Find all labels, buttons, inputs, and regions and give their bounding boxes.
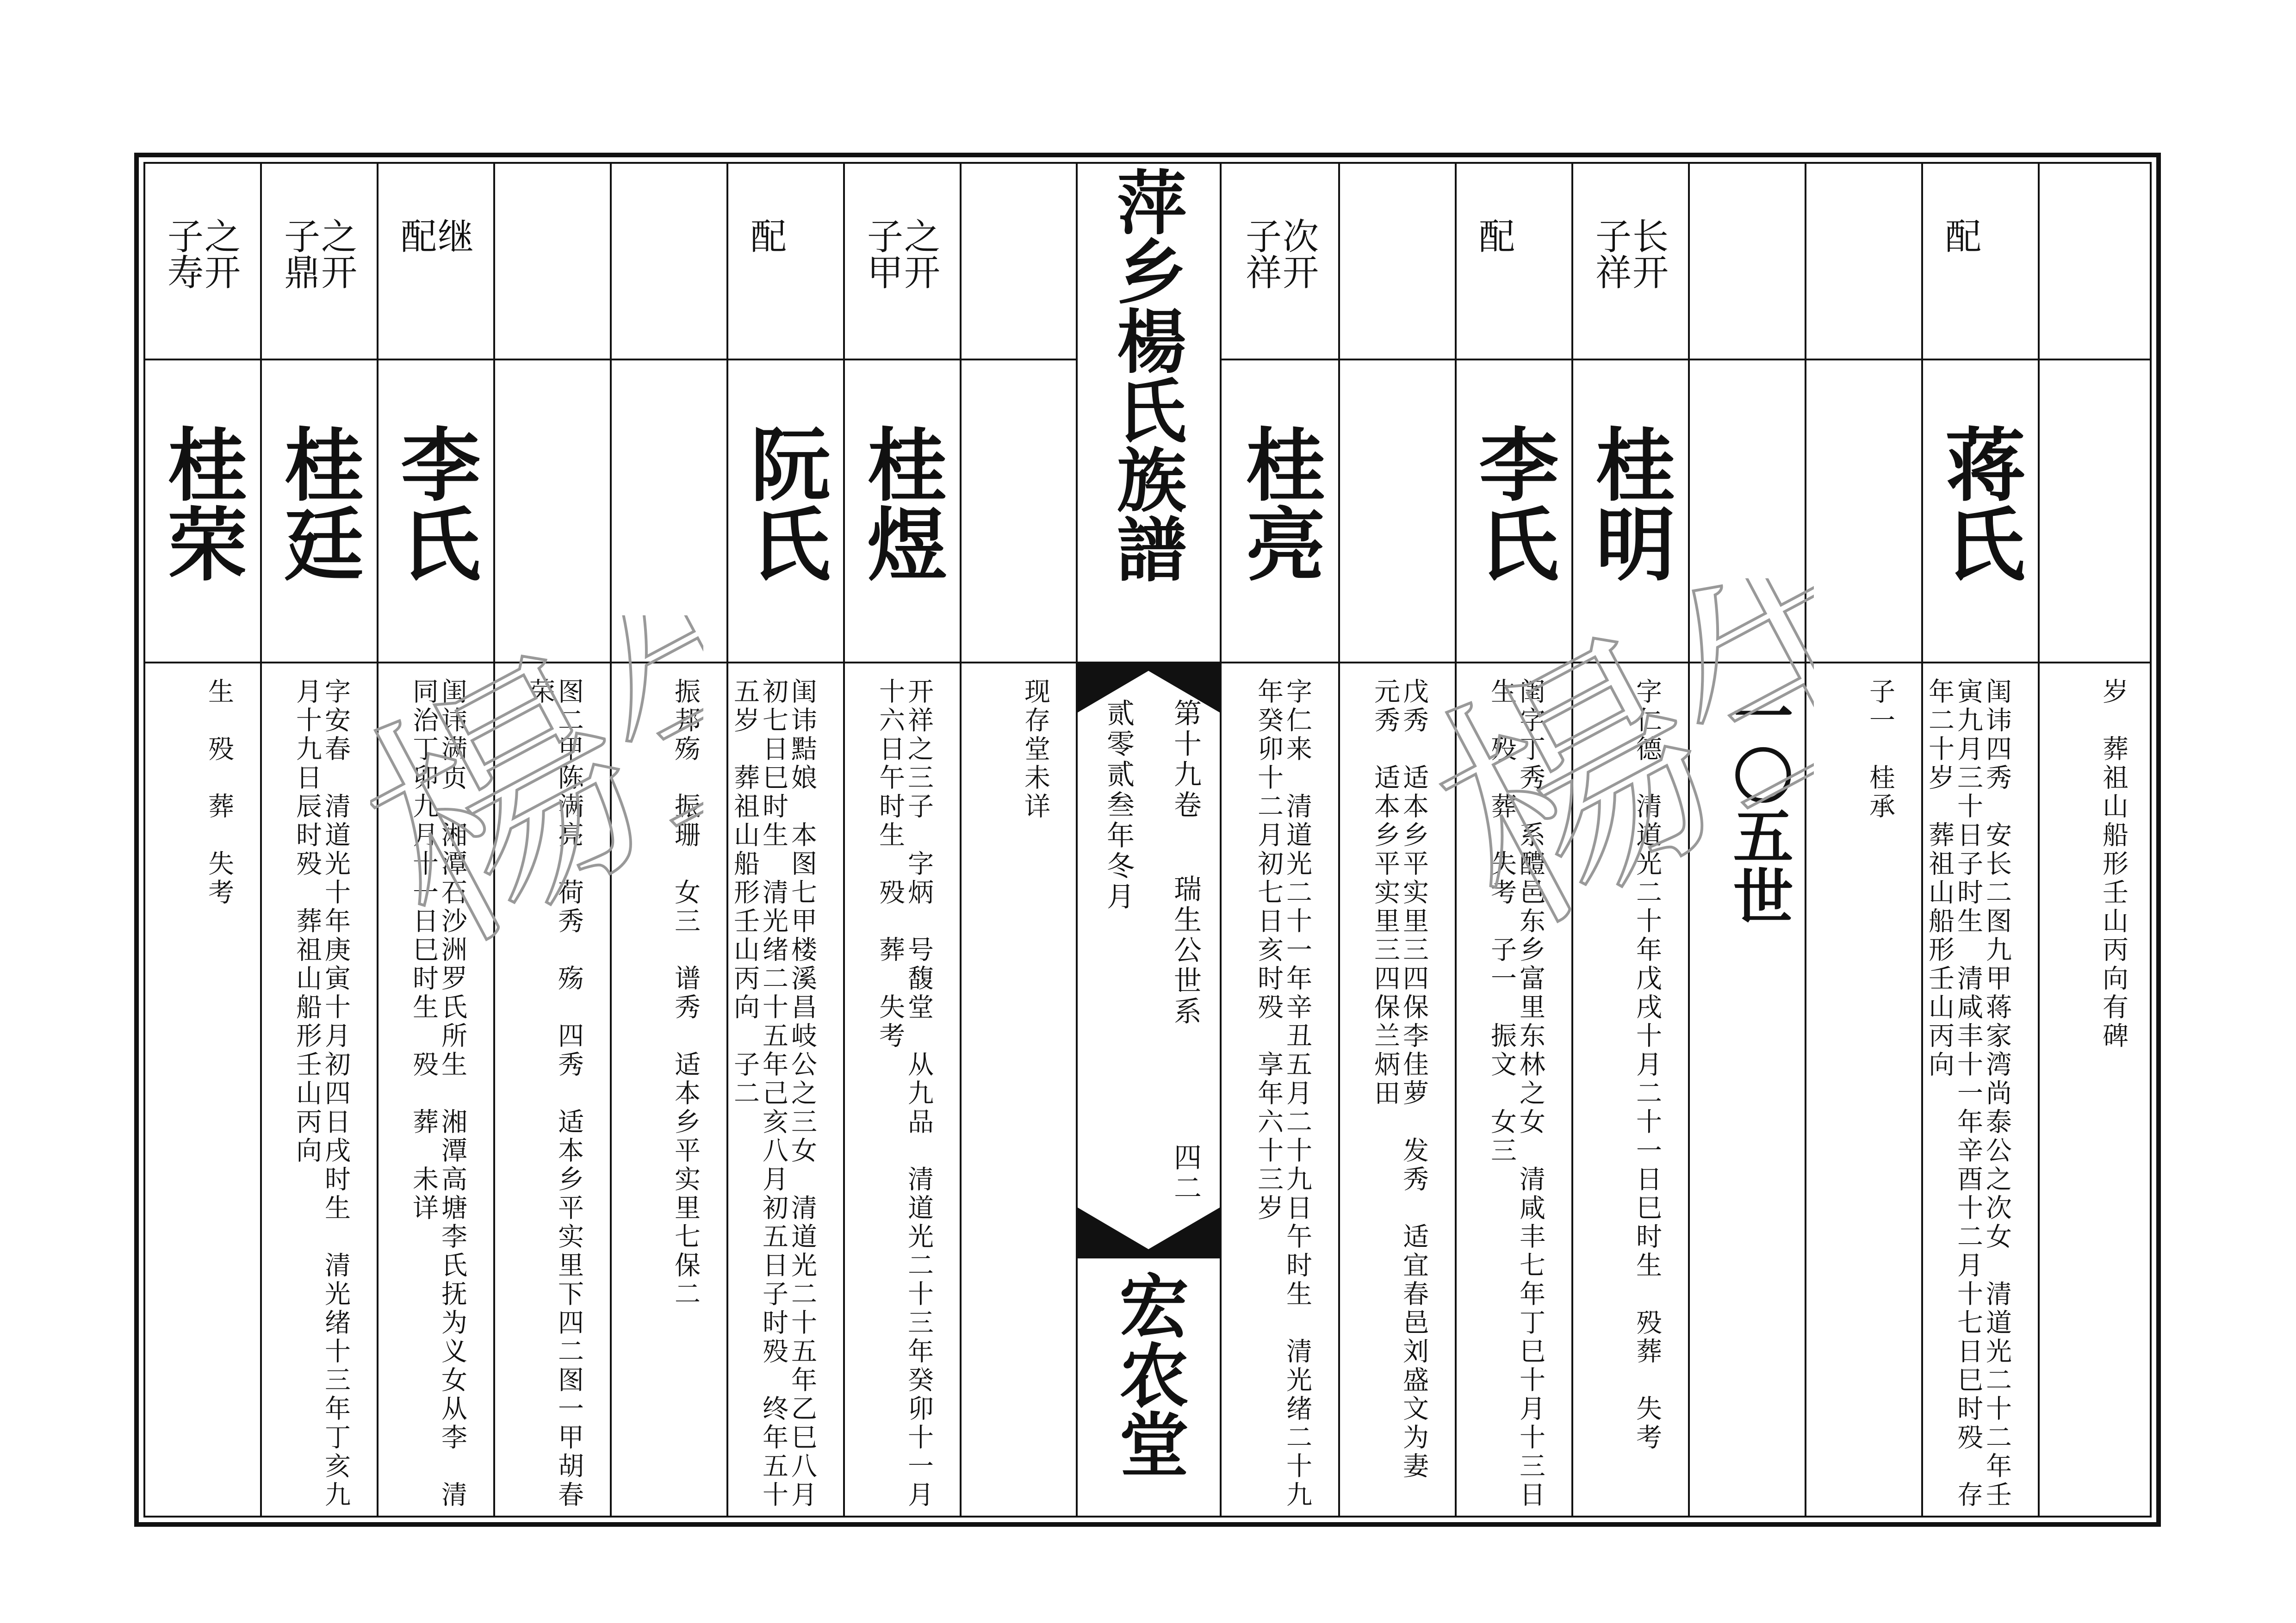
biography-text: 闺讳四秀 安长二图九甲蒋家湾尚泰公之次女 清道光二十二年壬寅九月三十日子时生 清咸丰十一年辛酉十二月十七日巳时殁 存年二十岁 葬祖山船形壬山丙向 (1924, 678, 2012, 1510)
person-name: 桂明 (1582, 423, 1675, 582)
seal-right (1434, 578, 1814, 1180)
spine-right-border (1220, 162, 1222, 1518)
column-role: 之开 子鼎 (278, 217, 357, 290)
compile-date: 贰零贰叁年冬月 (1102, 699, 1135, 912)
hall-name: 宏农堂 (1107, 1270, 1188, 1478)
column-role: 配 (745, 217, 786, 254)
biography-text: 闺字丁秀 系醴邑东乡富里东林之女 清咸丰七年丁巳十月十三日生 殁 葬 失考 子一 振文 女三 (1487, 678, 1545, 1510)
column-divider (843, 162, 845, 1518)
page-number: 四二 (1169, 1143, 1202, 1204)
biography-text: 开祥之三子 字炳 号馥堂 从九品 清道光二十三年癸卯十一月十六日午时生 殁 葬 失考 (875, 678, 934, 1510)
column-divider (726, 162, 728, 1518)
person-name: 桂亮 (1233, 423, 1326, 582)
person-name: 阮氏 (738, 423, 831, 582)
person-name: 李氏 (1466, 423, 1559, 582)
column-role: 之开 子寿 (161, 217, 240, 290)
person-name: 桂煜 (854, 423, 947, 582)
column-role: 配 (1939, 217, 1981, 254)
column-divider (1921, 162, 1923, 1518)
biography-text: 闺讳黠娘 本图七甲楼溪昌岐公之三女 清道光二十五年乙巳八月初七日巳时生 清光绪二十五年己亥八月初五日子时殁 终年五十五岁 葬祖山船形壬山丙向 子二 (730, 678, 817, 1510)
column-divider (260, 162, 262, 1518)
column-role: 之开 子甲 (861, 217, 940, 290)
biography-text: 现存堂未详 (1020, 678, 1050, 821)
seal-right-char-1: 楊生 (1434, 578, 1814, 982)
biography-text: 振邦殇 振珊 女三 谱秀 适本乡平实里七保二 (670, 678, 701, 1309)
column-divider (1338, 162, 1340, 1518)
biography-text: 子一 桂承 (1865, 678, 1895, 821)
generation-mark: 一〇五世 (1723, 685, 1793, 925)
column-role: 配 (1473, 217, 1514, 254)
biography-text: 岁 葬祖山船形壬山丙向有碑 (2098, 678, 2128, 1051)
person-name: 桂荣 (155, 423, 248, 582)
biography-text: 字仁德 清道光二十年戊戌十月二十一日巳时生 殁葬 失考 (1632, 678, 1662, 1452)
biography-text: 生 殁 葬 失考 (204, 678, 234, 907)
biography-text: 戊秀 适本乡平实里三四保李佳萝 发秀 适宜春邑刘盛文为妻 元秀 适本乡平实里三四保兰炳田 (1370, 678, 1429, 1510)
volume-label: 第十九卷 (1169, 699, 1202, 821)
person-name: 桂廷 (271, 423, 364, 582)
column-role: 长开 子祥 (1589, 217, 1668, 290)
column-divider (2038, 162, 2040, 1518)
person-name: 蒋氏 (1932, 423, 2025, 582)
branch-label: 瑞生公世系 (1169, 874, 1202, 1027)
biography-text: 闺讳满贞 湘潭石沙洲罗氏所生 湘潭高塘李氏抚为义女从李 清同治丁卯九月十一日巳时生 殁 葬 未详 (409, 678, 467, 1510)
column-role: 次开 子祥 (1240, 217, 1318, 290)
column-role: 继 配 (395, 217, 473, 254)
biography-text: 字仁来 清道光二十一年辛丑五月二十九日午时生 清光绪二十九年癸卯十二月初七日亥时殁 享年六十三岁 (1253, 678, 1312, 1510)
row-divider-right-1 (1222, 359, 2152, 360)
column-divider (960, 162, 962, 1518)
seal-left (370, 615, 703, 1217)
person-name: 李氏 (388, 423, 481, 582)
seal-left-char-1: 楊生 (370, 615, 703, 1000)
book-title: 萍乡楊氏族譜 (1105, 167, 1185, 583)
biography-text: 图二甲陈满亮 荷秀 殇 四秀 适本乡平实里下四二图一甲胡春荣 (525, 678, 584, 1510)
biography-text: 字安春 清道光十年庚寅十月初四日戌时生 清光绪十三年丁亥九月十九日辰时殁 葬祖山船形壬山丙向 (292, 678, 351, 1510)
